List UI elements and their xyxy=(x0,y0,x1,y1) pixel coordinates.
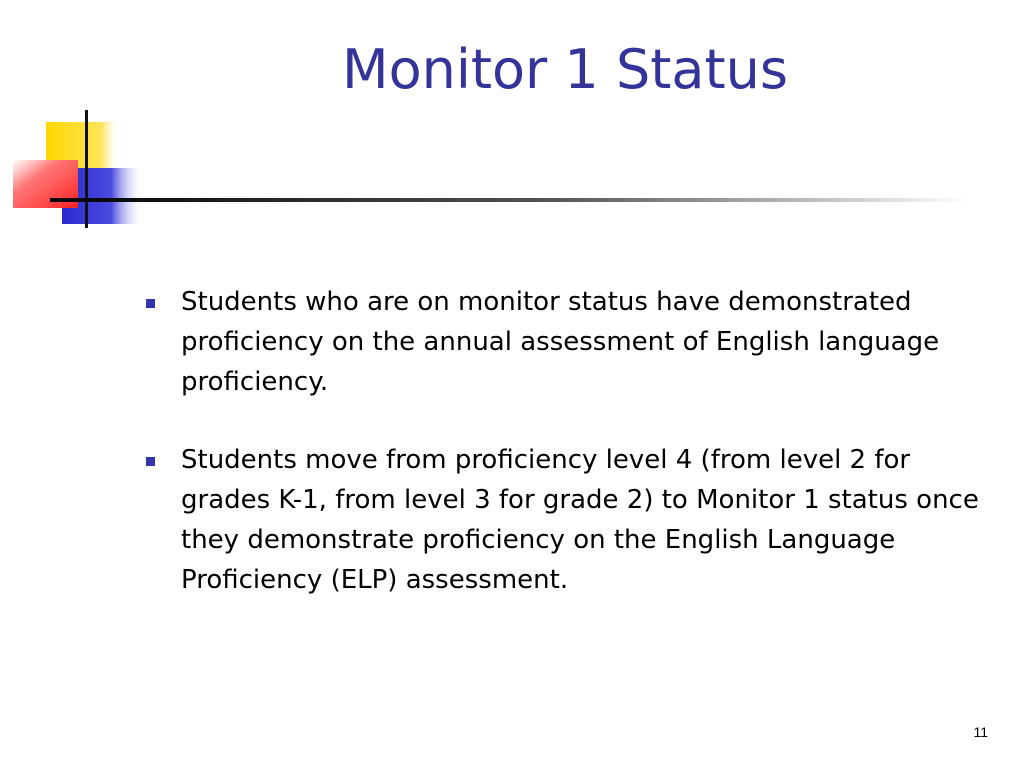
deco-horizontal-rule xyxy=(50,198,970,202)
bullet-item xyxy=(146,282,1006,402)
bullet-text: Students move from proficiency level 4 (from level 2 for grades K-1, from level 3 for grade 2) to Monitor 1 status once they demonstrate proficiency on the English Language Proficiency (ELP) assessment. xyxy=(181,445,979,595)
square-bullet-icon xyxy=(146,457,155,466)
decorative-graphic xyxy=(0,0,1024,240)
deco-vertical-line xyxy=(85,110,88,228)
page-number: 11 xyxy=(973,724,988,740)
bullet-item xyxy=(146,440,1006,600)
square-bullet-icon xyxy=(146,299,155,308)
slide-title: Monitor 1 Status xyxy=(341,38,789,101)
bullet-text: Students who are on monitor status have demonstrated proficiency on the annual assessment of English language proficiency. xyxy=(181,287,940,397)
bullet-list xyxy=(146,282,1006,638)
